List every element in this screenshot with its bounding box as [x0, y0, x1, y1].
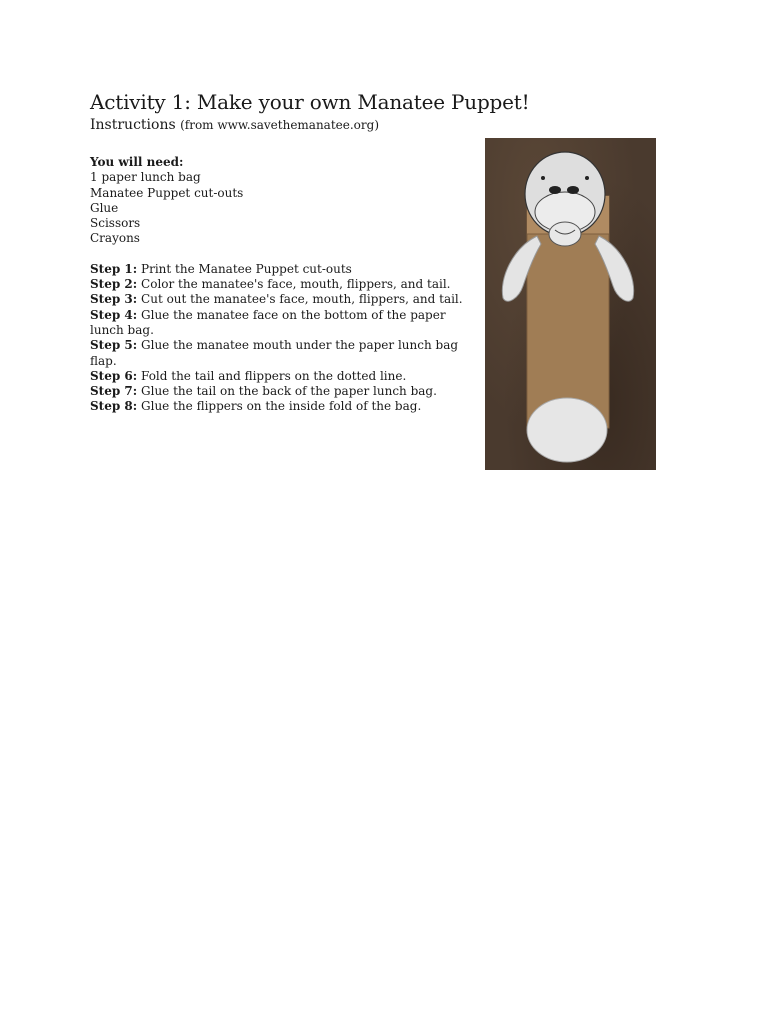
step-1 [90, 262, 465, 277]
step-text: Print the Manatee Puppet cut-outs [141, 261, 352, 276]
left-eye [541, 176, 545, 180]
page-title: Activity 1: Make your own Manatee Puppet! [90, 90, 530, 114]
spacer [90, 247, 465, 262]
source-note: (from www.savethemanatee.org) [180, 118, 380, 132]
step-8 [90, 399, 465, 414]
step-label: Step 8: [90, 399, 138, 414]
step-6 [90, 369, 465, 384]
instructions-subtitle [90, 117, 379, 133]
right-eye [585, 176, 589, 180]
step-text: Glue the manatee face on the bottom of the paper lunch bag. [90, 307, 446, 337]
step-text: Glue the tail on the back of the paper lunch bag. [141, 384, 437, 399]
instructions-body [90, 155, 465, 415]
manatee-puppet-illustration [485, 138, 656, 470]
material-item: Glue [90, 200, 119, 215]
step-label: Step 7: [90, 384, 138, 399]
step-label: Step 4: [90, 307, 138, 322]
step-label: Step 2: [90, 277, 138, 292]
material-item: Scissors [90, 216, 141, 231]
step-label: Step 3: [90, 292, 138, 307]
step-4 [90, 308, 465, 339]
material-item: 1 paper lunch bag [90, 170, 201, 185]
step-text: Color the manatee's face, mouth, flippers, and tail. [141, 277, 451, 292]
manatee-puppet-photo [485, 138, 656, 470]
material-item: Crayons [90, 231, 140, 246]
step-5 [90, 338, 465, 369]
left-nostril [549, 186, 561, 194]
step-text: Fold the tail and flippers on the dotted line. [141, 368, 407, 383]
materials-heading: You will need: [90, 155, 184, 169]
step-2 [90, 277, 465, 292]
step-3 [90, 292, 465, 307]
step-label: Step 1: [90, 261, 138, 276]
step-7 [90, 384, 465, 399]
step-label: Step 5: [90, 338, 138, 353]
tail [527, 398, 607, 462]
right-nostril [567, 186, 579, 194]
step-text: Cut out the manatee's face, mouth, flippers, and tail. [141, 292, 463, 307]
material-item: Manatee Puppet cut-outs [90, 185, 244, 200]
instructions-label: Instructions [90, 117, 176, 133]
step-text: Glue the manatee mouth under the paper lunch bag flap. [90, 338, 459, 368]
step-text: Glue the flippers on the inside fold of the bag. [141, 399, 422, 414]
step-label: Step 6: [90, 368, 138, 383]
